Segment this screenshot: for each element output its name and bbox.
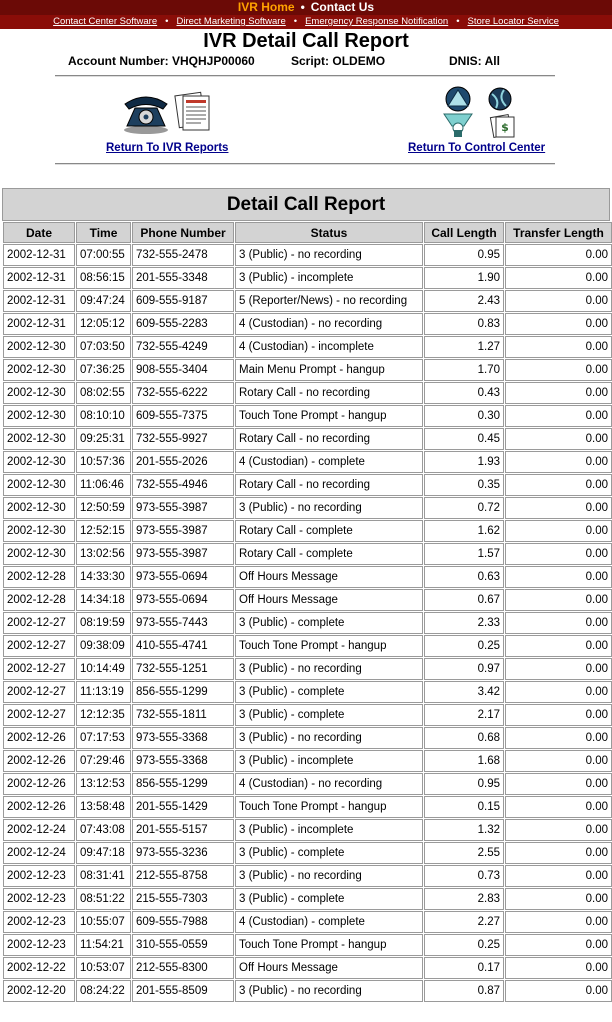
time-cell: 08:51:22 (76, 888, 131, 910)
table-row (3, 957, 612, 979)
control-center-icons[interactable] (440, 86, 520, 143)
date-cell: 2002-12-30 (3, 497, 75, 519)
transfer-length-cell: 0.00 (505, 704, 612, 726)
phone-number-cell: 973-555-3987 (132, 543, 234, 565)
globe-icon (489, 88, 511, 110)
status-cell: 5 (Reporter/News) - no recording (235, 290, 423, 312)
top-nav-bar (0, 0, 612, 15)
time-cell: 11:06:46 (76, 474, 131, 496)
telephone-icon[interactable] (121, 86, 217, 136)
time-cell: 07:00:55 (76, 244, 131, 266)
ivr-reports-icons[interactable] (121, 86, 217, 141)
time-cell: 09:25:31 (76, 428, 131, 450)
column-header-transfer-length: Transfer Length (505, 222, 612, 243)
call-length-cell: 0.43 (424, 382, 504, 404)
call-length-cell: 1.32 (424, 819, 504, 841)
control-center-icon-group[interactable] (440, 86, 520, 138)
money-documents-icon (490, 115, 514, 138)
call-length-cell: 0.25 (424, 934, 504, 956)
status-cell: 3 (Public) - complete (235, 888, 423, 910)
table-row (3, 428, 612, 450)
time-cell: 13:02:56 (76, 543, 131, 565)
pyramid-icon (446, 87, 470, 111)
call-length-cell: 0.68 (424, 727, 504, 749)
status-cell: 3 (Public) - complete (235, 612, 423, 634)
transfer-length-cell: 0.00 (505, 842, 612, 864)
detail-call-report (2, 188, 610, 1003)
reports-documents-icon (175, 92, 209, 130)
call-length-cell: 0.87 (424, 980, 504, 1002)
transfer-length-cell: 0.00 (505, 313, 612, 335)
date-cell: 2002-12-27 (3, 658, 75, 680)
table-body (3, 244, 612, 1002)
time-cell: 07:03:50 (76, 336, 131, 358)
divider-top (55, 75, 555, 77)
transfer-length-cell: 0.00 (505, 336, 612, 358)
call-length-cell: 0.73 (424, 865, 504, 887)
call-length-cell: 0.72 (424, 497, 504, 519)
status-cell: 3 (Public) - complete (235, 842, 423, 864)
table-row (3, 474, 612, 496)
date-cell: 2002-12-20 (3, 980, 75, 1002)
status-cell: 4 (Custodian) - no recording (235, 773, 423, 795)
table-row (3, 819, 612, 841)
time-cell: 09:38:09 (76, 635, 131, 657)
table-row (3, 842, 612, 864)
transfer-length-cell: 0.00 (505, 267, 612, 289)
date-cell: 2002-12-30 (3, 382, 75, 404)
date-cell: 2002-12-26 (3, 773, 75, 795)
status-cell: 3 (Public) - complete (235, 704, 423, 726)
status-cell: 3 (Public) - complete (235, 681, 423, 703)
call-length-cell: 0.45 (424, 428, 504, 450)
date-cell: 2002-12-28 (3, 566, 75, 588)
transfer-length-cell: 0.00 (505, 681, 612, 703)
phone-number-cell: 732-555-6222 (132, 382, 234, 404)
phone-number-cell: 973-555-3987 (132, 497, 234, 519)
transfer-length-cell: 0.00 (505, 244, 612, 266)
ivr-home-link[interactable]: IVR Home (237, 0, 295, 14)
table-row (3, 704, 612, 726)
table-row (3, 382, 612, 404)
phone-number-cell: 732-555-1811 (132, 704, 234, 726)
table-row (3, 865, 612, 887)
status-cell: Off Hours Message (235, 589, 423, 611)
call-length-cell: 0.17 (424, 957, 504, 979)
time-cell: 08:10:10 (76, 405, 131, 427)
phone-number-cell: 732-555-2478 (132, 244, 234, 266)
phone-number-cell: 732-555-1251 (132, 658, 234, 680)
call-length-cell: 2.17 (424, 704, 504, 726)
phone-number-cell: 310-555-0559 (132, 934, 234, 956)
table-row (3, 589, 612, 611)
phone-number-cell: 973-555-0694 (132, 589, 234, 611)
time-cell: 10:55:07 (76, 911, 131, 933)
time-cell: 08:31:41 (76, 865, 131, 887)
call-length-cell: 0.15 (424, 796, 504, 818)
time-cell: 10:57:36 (76, 451, 131, 473)
date-cell: 2002-12-26 (3, 796, 75, 818)
table-row (3, 497, 612, 519)
call-length-cell: 3.42 (424, 681, 504, 703)
call-length-cell: 2.55 (424, 842, 504, 864)
time-cell: 09:47:18 (76, 842, 131, 864)
subnav-separator: • (293, 16, 298, 27)
phone-number-cell: 201-555-2026 (132, 451, 234, 473)
table-row (3, 911, 612, 933)
time-cell: 10:14:49 (76, 658, 131, 680)
call-length-cell: 0.95 (424, 773, 504, 795)
table-row (3, 405, 612, 427)
call-length-cell: 1.90 (424, 267, 504, 289)
transfer-length-cell: 0.00 (505, 819, 612, 841)
time-cell: 13:58:48 (76, 796, 131, 818)
date-cell: 2002-12-28 (3, 589, 75, 611)
status-cell: 4 (Custodian) - incomplete (235, 336, 423, 358)
table-row (3, 635, 612, 657)
call-length-cell: 2.43 (424, 290, 504, 312)
transfer-length-cell: 0.00 (505, 451, 612, 473)
status-cell: 3 (Public) - no recording (235, 497, 423, 519)
phone-number-cell: 973-555-3368 (132, 750, 234, 772)
time-cell: 08:56:15 (76, 267, 131, 289)
time-cell: 11:13:19 (76, 681, 131, 703)
date-cell: 2002-12-31 (3, 290, 75, 312)
table-row (3, 359, 612, 381)
status-cell: Rotary Call - no recording (235, 474, 423, 496)
phone-number-cell: 201-555-3348 (132, 267, 234, 289)
status-cell: Touch Tone Prompt - hangup (235, 405, 423, 427)
status-cell: 3 (Public) - incomplete (235, 267, 423, 289)
dnis-value: All (484, 54, 500, 68)
phone-number-cell: 212-555-8758 (132, 865, 234, 887)
call-length-cell: 1.57 (424, 543, 504, 565)
table-row (3, 727, 612, 749)
time-cell: 07:17:53 (76, 727, 131, 749)
call-length-cell: 2.83 (424, 888, 504, 910)
table-row (3, 658, 612, 680)
time-cell: 10:53:07 (76, 957, 131, 979)
call-length-cell: 2.27 (424, 911, 504, 933)
call-length-cell: 0.25 (424, 635, 504, 657)
transfer-length-cell: 0.00 (505, 405, 612, 427)
phone-number-cell: 410-555-4741 (132, 635, 234, 657)
transfer-length-cell: 0.00 (505, 865, 612, 887)
column-header-status: Status (235, 222, 423, 243)
status-cell: 3 (Public) - no recording (235, 980, 423, 1002)
call-length-cell: 1.27 (424, 336, 504, 358)
status-cell: Touch Tone Prompt - hangup (235, 635, 423, 657)
date-cell: 2002-12-23 (3, 888, 75, 910)
status-cell: 3 (Public) - no recording (235, 658, 423, 680)
emergency-response-notification-link[interactable]: Emergency Response Notification (305, 16, 449, 27)
status-cell: Touch Tone Prompt - hangup (235, 796, 423, 818)
status-cell: Rotary Call - complete (235, 543, 423, 565)
date-cell: 2002-12-30 (3, 543, 75, 565)
transfer-length-cell: 0.00 (505, 382, 612, 404)
call-length-cell: 1.93 (424, 451, 504, 473)
date-cell: 2002-12-23 (3, 865, 75, 887)
status-cell: 3 (Public) - no recording (235, 865, 423, 887)
date-cell: 2002-12-24 (3, 842, 75, 864)
date-cell: 2002-12-30 (3, 520, 75, 542)
phone-number-cell: 609-555-2283 (132, 313, 234, 335)
subnav-separator: • (456, 16, 460, 27)
account-number (68, 54, 255, 68)
status-cell: Touch Tone Prompt - hangup (235, 934, 423, 956)
table-row (3, 566, 612, 588)
call-length-cell: 0.97 (424, 658, 504, 680)
script-info (291, 54, 385, 68)
status-cell: Rotary Call - complete (235, 520, 423, 542)
phone-number-cell: 732-555-4249 (132, 336, 234, 358)
date-cell: 2002-12-23 (3, 934, 75, 956)
date-cell: 2002-12-30 (3, 428, 75, 450)
date-cell: 2002-12-24 (3, 819, 75, 841)
transfer-length-cell: 0.00 (505, 543, 612, 565)
table-row (3, 543, 612, 565)
call-length-cell: 0.35 (424, 474, 504, 496)
table-row (3, 934, 612, 956)
date-cell: 2002-12-30 (3, 405, 75, 427)
transfer-length-cell: 0.00 (505, 980, 612, 1002)
account-value: VHQHJP00060 (172, 54, 255, 68)
transfer-length-cell: 0.00 (505, 796, 612, 818)
phone-number-cell: 856-555-1299 (132, 773, 234, 795)
date-cell: 2002-12-27 (3, 612, 75, 634)
subnav-separator: • (165, 16, 169, 27)
status-cell: 4 (Custodian) - complete (235, 911, 423, 933)
time-cell: 12:52:15 (76, 520, 131, 542)
table-row (3, 681, 612, 703)
call-length-cell: 0.95 (424, 244, 504, 266)
table-header-row (3, 222, 612, 243)
time-cell: 11:54:21 (76, 934, 131, 956)
phone-number-cell: 201-555-1429 (132, 796, 234, 818)
page-title: IVR Detail Call Report (203, 30, 409, 52)
time-cell: 07:29:46 (76, 750, 131, 772)
date-cell: 2002-12-31 (3, 244, 75, 266)
transfer-length-cell: 0.00 (505, 359, 612, 381)
transfer-length-cell: 0.00 (505, 520, 612, 542)
date-cell: 2002-12-27 (3, 704, 75, 726)
time-cell: 12:05:12 (76, 313, 131, 335)
table-row (3, 244, 612, 266)
date-cell: 2002-12-30 (3, 451, 75, 473)
table-row (3, 796, 612, 818)
status-cell: Main Menu Prompt - hangup (235, 359, 423, 381)
time-cell: 14:34:18 (76, 589, 131, 611)
time-cell: 08:24:22 (76, 980, 131, 1002)
date-cell: 2002-12-30 (3, 336, 75, 358)
time-cell: 07:36:25 (76, 359, 131, 381)
services-bar (0, 15, 612, 29)
transfer-length-cell: 0.00 (505, 888, 612, 910)
call-length-cell: 1.68 (424, 750, 504, 772)
report-title: Detail Call Report (2, 188, 610, 221)
table-row (3, 267, 612, 289)
date-cell: 2002-12-23 (3, 911, 75, 933)
date-cell: 2002-12-26 (3, 727, 75, 749)
column-header-call-length: Call Length (424, 222, 504, 243)
date-cell: 2002-12-27 (3, 681, 75, 703)
table-row (3, 980, 612, 1002)
table-row (3, 313, 612, 335)
transfer-length-cell: 0.00 (505, 589, 612, 611)
table-row (3, 336, 612, 358)
svg-text:$: $ (501, 121, 509, 134)
table-row (3, 451, 612, 473)
transfer-length-cell: 0.00 (505, 727, 612, 749)
status-cell: 3 (Public) - incomplete (235, 750, 423, 772)
return-to-control-center-link[interactable]: Return To Control Center (408, 142, 546, 154)
phone-number-cell: 908-555-3404 (132, 359, 234, 381)
status-cell: 4 (Custodian) - complete (235, 451, 423, 473)
column-header-date: Date (3, 222, 75, 243)
table-row (3, 773, 612, 795)
time-cell: 13:12:53 (76, 773, 131, 795)
date-cell: 2002-12-31 (3, 313, 75, 335)
phone-number-cell: 973-555-7443 (132, 612, 234, 634)
table-row (3, 750, 612, 772)
time-cell: 12:12:35 (76, 704, 131, 726)
store-locator-service-link[interactable]: Store Locator Service (467, 16, 559, 27)
phone-number-cell: 609-555-9187 (132, 290, 234, 312)
transfer-length-cell: 0.00 (505, 658, 612, 680)
table-row (3, 290, 612, 312)
phone-number-cell: 973-555-3236 (132, 842, 234, 864)
status-cell: Rotary Call - no recording (235, 428, 423, 450)
phone-number-cell: 201-555-8509 (132, 980, 234, 1002)
phone-number-cell: 732-555-4946 (132, 474, 234, 496)
phone-number-cell: 973-555-3368 (132, 727, 234, 749)
phone-number-cell: 201-555-5157 (132, 819, 234, 841)
column-header-phone-number: Phone Number (132, 222, 234, 243)
transfer-length-cell: 0.00 (505, 635, 612, 657)
status-cell: Off Hours Message (235, 566, 423, 588)
column-header-time: Time (76, 222, 131, 243)
contact-center-software-link[interactable]: Contact Center Software (53, 16, 158, 27)
table-row (3, 612, 612, 634)
time-cell: 07:43:08 (76, 819, 131, 841)
time-cell: 14:33:30 (76, 566, 131, 588)
call-length-cell: 0.67 (424, 589, 504, 611)
call-length-cell: 1.70 (424, 359, 504, 381)
date-cell: 2002-12-27 (3, 635, 75, 657)
script-label: Script: (291, 54, 330, 68)
status-cell: 4 (Custodian) - no recording (235, 313, 423, 335)
call-length-cell: 2.33 (424, 612, 504, 634)
date-cell: 2002-12-30 (3, 359, 75, 381)
time-cell: 08:02:55 (76, 382, 131, 404)
dnis-label: DNIS: (449, 54, 482, 68)
phone-number-cell: 973-555-3987 (132, 520, 234, 542)
phone-number-cell: 973-555-0694 (132, 566, 234, 588)
date-cell: 2002-12-30 (3, 474, 75, 496)
dnis-info (449, 54, 500, 68)
call-report-table (2, 221, 612, 1003)
transfer-length-cell: 0.00 (505, 290, 612, 312)
date-cell: 2002-12-22 (3, 957, 75, 979)
beacon-figure-icon (444, 114, 472, 137)
script-value: OLDEMO (332, 54, 386, 68)
transfer-length-cell: 0.00 (505, 957, 612, 979)
status-cell: Off Hours Message (235, 957, 423, 979)
phone-number-cell: 609-555-7988 (132, 911, 234, 933)
table-row (3, 520, 612, 542)
phone-number-cell: 856-555-1299 (132, 681, 234, 703)
transfer-length-cell: 0.00 (505, 566, 612, 588)
transfer-length-cell: 0.00 (505, 911, 612, 933)
call-length-cell: 0.63 (424, 566, 504, 588)
time-cell: 08:19:59 (76, 612, 131, 634)
time-cell: 12:50:59 (76, 497, 131, 519)
phone-number-cell: 212-555-8300 (132, 957, 234, 979)
transfer-length-cell: 0.00 (505, 612, 612, 634)
direct-marketing-software-link[interactable]: Direct Marketing Software (176, 16, 286, 27)
table-row (3, 888, 612, 910)
transfer-length-cell: 0.00 (505, 934, 612, 956)
phone-number-cell: 732-555-9927 (132, 428, 234, 450)
contact-us-link[interactable]: Contact Us (310, 0, 375, 14)
transfer-length-cell: 0.00 (505, 497, 612, 519)
account-label: Account Number: (68, 54, 169, 68)
phone-number-cell: 609-555-7375 (132, 405, 234, 427)
transfer-length-cell: 0.00 (505, 474, 612, 496)
transfer-length-cell: 0.00 (505, 750, 612, 772)
nav-separator: • (300, 0, 305, 14)
date-cell: 2002-12-31 (3, 267, 75, 289)
call-length-cell: 0.83 (424, 313, 504, 335)
time-cell: 09:47:24 (76, 290, 131, 312)
divider-bottom (55, 163, 555, 165)
status-cell: 3 (Public) - incomplete (235, 819, 423, 841)
phone-number-cell: 215-555-7303 (132, 888, 234, 910)
call-length-cell: 0.30 (424, 405, 504, 427)
date-cell: 2002-12-26 (3, 750, 75, 772)
return-to-ivr-reports-link[interactable]: Return To IVR Reports (106, 142, 229, 154)
status-cell: 3 (Public) - no recording (235, 244, 423, 266)
status-cell: 3 (Public) - no recording (235, 727, 423, 749)
status-cell: Rotary Call - no recording (235, 382, 423, 404)
transfer-length-cell: 0.00 (505, 773, 612, 795)
call-length-cell: 1.62 (424, 520, 504, 542)
transfer-length-cell: 0.00 (505, 428, 612, 450)
